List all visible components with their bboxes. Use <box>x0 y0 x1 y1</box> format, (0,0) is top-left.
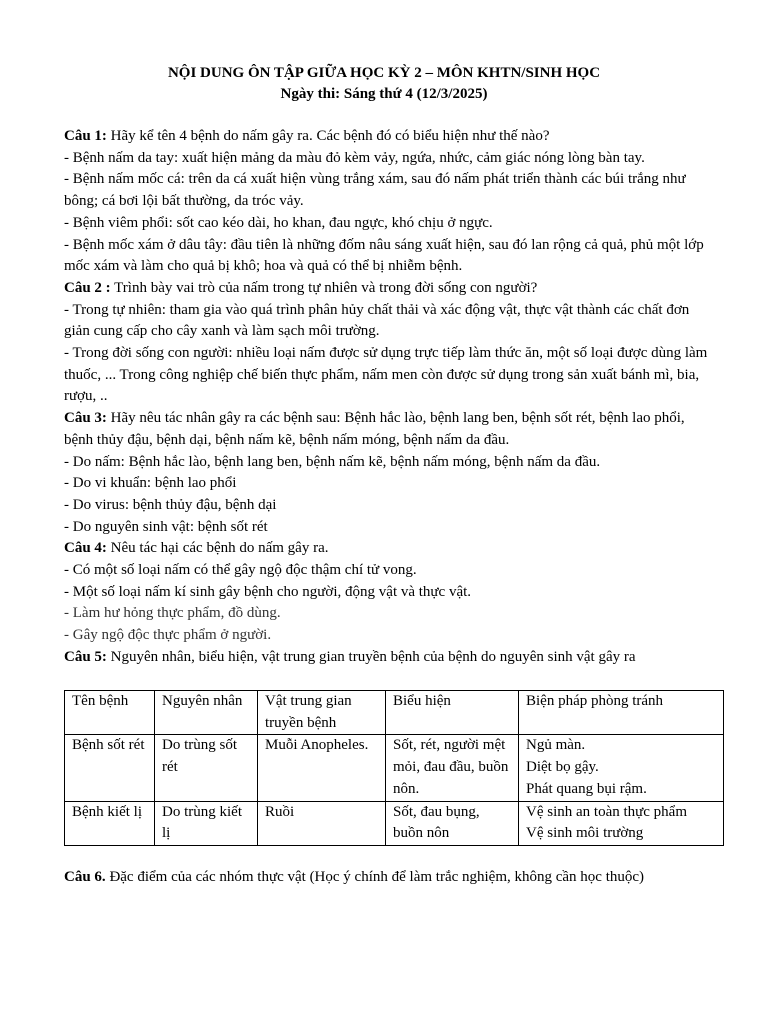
table-header-cell: Biện pháp phòng tránh <box>519 691 724 735</box>
prevention-item: Diệt bọ gậy. <box>526 759 599 776</box>
cause-cell: Do trùng kiết lị <box>155 801 258 845</box>
answer-line: - Một số loại nấm kí sinh gây bệnh cho người, động vật và thực vật. <box>64 583 472 600</box>
answer-line: - Bệnh viêm phổi: sốt cao kéo dài, ho khan, đau ngực, khó chịu ở ngực. <box>64 214 493 231</box>
answer-line: - Do nấm: Bệnh hắc lào, bệnh lang ben, bệnh nấm kẽ, bệnh nấm móng, bệnh nấm da đầu. <box>64 453 601 470</box>
answer-line: - Do virus: bệnh thủy đậu, bệnh dại <box>64 496 277 513</box>
answer-line: - Bệnh nấm mốc cá: trên da cá xuất hiện vùng trắng xám, sau đó nấm phát triển thành các búi trắng như bông; cá bơi lội bất thường, da tróc vảy. <box>64 171 686 210</box>
prevention-cell <box>519 801 724 845</box>
answer-line: - Có một số loại nấm có thể gây ngộ độc thậm chí tử vong. <box>64 562 417 579</box>
table-header-row <box>65 691 724 735</box>
answer-line: - Trong tự nhiên: tham gia vào quá trình phân hủy chất thải và xác động vật, thực vật thành các chất đơn giản cung cấp cho cây xanh và làm sạch môi trường. <box>64 301 690 340</box>
question-label: Câu 1: <box>64 128 107 144</box>
question-1 <box>64 126 714 148</box>
answer-line: - Trong đời sống con người: nhiều loại nấm được sử dụng trực tiếp làm thức ăn, một số loại được dùng làm thuốc, ... Trong công nghiệp chế biến thực phẩm, nấm men còn được sử dụng trong sản xuất bánh mì, bia, rượu, .. <box>64 345 708 405</box>
vector-cell: Muỗi Anopheles. <box>258 735 386 801</box>
vector-cell: Ruồi <box>258 801 386 845</box>
table-header-cell: Biểu hiện <box>386 691 519 735</box>
answer-line: - Làm hư hỏng thực phẩm, đồ dùng. <box>64 605 281 622</box>
prevention-item: Vệ sinh an toàn thực phẩm <box>526 803 688 820</box>
answer-line: - Bệnh mốc xám ở dâu tây: đầu tiên là những đốm nâu sáng xuất hiện, sau đó lan rộng cả quả, phủ một lớp mốc xám và làm cho quả bị khô; hoa và quả có thể bị nhiễm bệnh. <box>64 236 704 275</box>
question-text: Hãy kể tên 4 bệnh do nấm gây ra. Các bệnh đó có biểu hiện như thế nào? <box>106 128 550 144</box>
symptom-cell: Sốt, rét, người mệt mỏi, đau đầu, buồn nôn. <box>386 735 519 801</box>
answer-line: - Do nguyên sinh vật: bệnh sốt rét <box>64 518 268 535</box>
disease-table <box>64 690 724 846</box>
answer-line: - Bệnh nấm da tay: xuất hiện mảng da màu đỏ kèm vảy, ngứa, nhức, cảm giác nóng lòng bàn tay. <box>64 149 645 166</box>
question-3 <box>64 408 714 451</box>
answer-line: - Gây ngộ độc thực phẩm ở người. <box>64 627 272 644</box>
table-header-cell: Nguyên nhân <box>155 691 258 735</box>
table-row <box>65 735 724 801</box>
document-body <box>64 126 714 669</box>
prevention-item: Ngủ màn. <box>526 737 586 754</box>
table-row <box>65 801 724 845</box>
question-label: Câu 4: <box>64 540 107 557</box>
prevention-item: Phát quang bụi rậm. <box>526 780 647 797</box>
prevention-item: Vệ sinh môi trường <box>526 825 644 842</box>
table-header-cell: Vật trung gian truyền bệnh <box>258 691 386 735</box>
question-text: Đặc điểm của các nhóm thực vật (Học ý chính để làm trắc nghiệm, không cần học thuộc) <box>105 869 645 885</box>
disease-name-cell: Bệnh kiết lị <box>65 801 155 845</box>
question-label: Câu 2 : <box>64 279 111 296</box>
question-label: Câu 3: <box>64 410 107 427</box>
symptom-cell: Sốt, đau bụng, buồn nôn <box>386 801 519 845</box>
question-text: Nêu tác hại các bệnh do nấm gây ra. <box>106 540 329 557</box>
question-text: Hãy nêu tác nhân gây ra các bệnh sau: Bệnh hắc lào, bệnh lang ben, bệnh sốt rét, bệnh lao phổi, bệnh thủy đậu, bệnh dại, bệnh nấm kẽ, bệnh nấm móng, bệnh nấm da đầu. <box>64 410 685 448</box>
cause-cell: Do trùng sốt rét <box>155 735 258 801</box>
question-5 <box>64 647 714 669</box>
prevention-cell <box>519 735 724 801</box>
exam-date: Ngày thi: Sáng thứ 4 (12/3/2025) <box>280 86 488 102</box>
question-text: Nguyên nhân, biểu hiện, vật trung gian truyền bệnh của bệnh do nguyên sinh vật gây ra <box>106 648 636 665</box>
question-label: Câu 5: <box>64 648 107 665</box>
question-4 <box>64 538 714 560</box>
question-2 <box>64 278 714 300</box>
question-text: Trình bày vai trò của nấm trong tự nhiên và trong đời sống con người? <box>110 279 538 296</box>
question-label: Câu 6. <box>64 869 106 885</box>
document-title: NỘI DUNG ÔN TẬP GIỮA HỌC KỲ 2 – MÔN KHTN/SINH HỌC <box>167 65 601 81</box>
disease-name-cell: Bệnh sốt rét <box>65 735 155 801</box>
answer-line: - Do vi khuẩn: bệnh lao phổi <box>64 475 237 492</box>
question-6 <box>64 867 744 888</box>
table-header-cell: Tên bệnh <box>65 691 155 735</box>
